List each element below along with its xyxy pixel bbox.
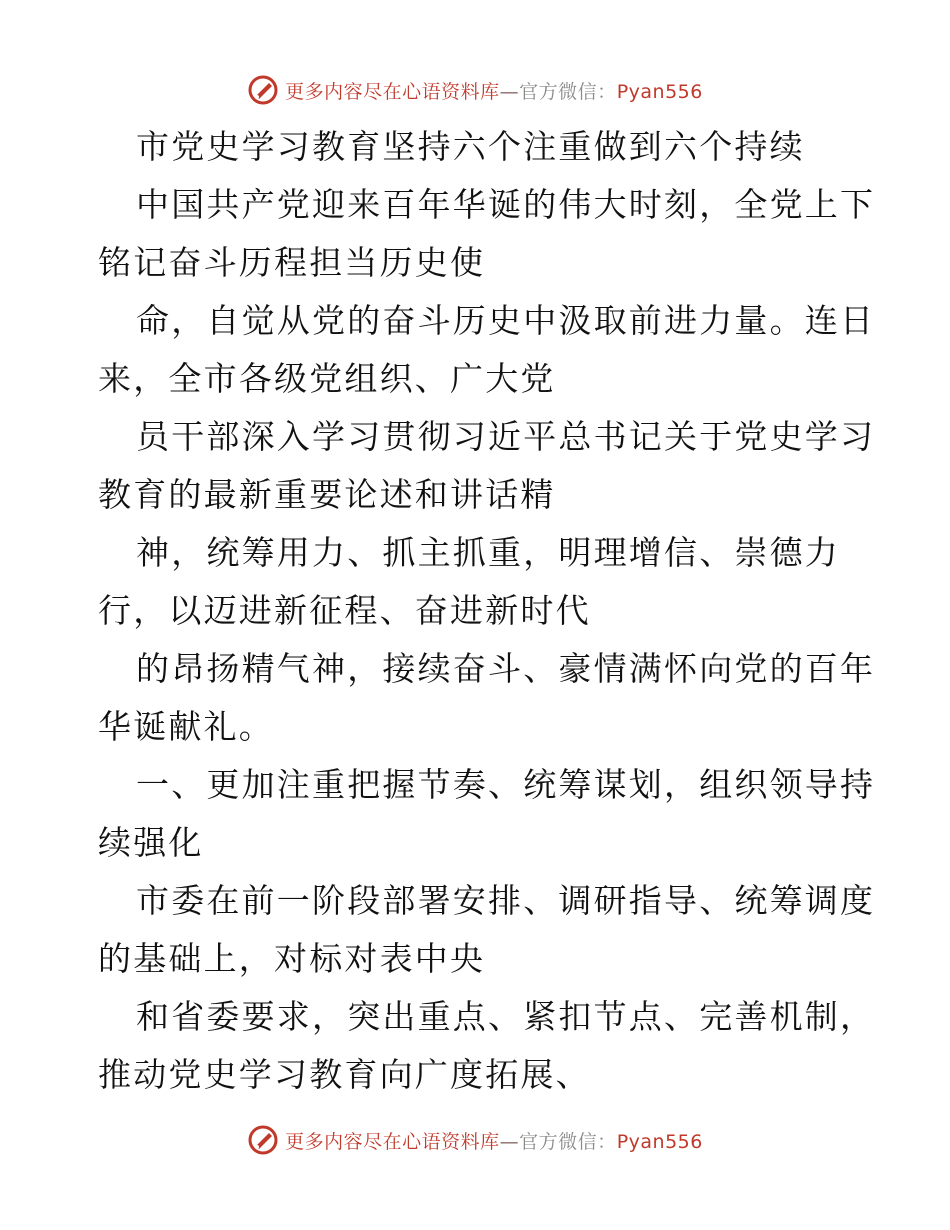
document-body [98, 118, 876, 1104]
watermark-separator: — [499, 1130, 520, 1153]
watermark-footer-inner [247, 1124, 703, 1156]
document-line: 行，以迈进新征程、奋进新时代 [98, 591, 591, 630]
document-line: 华诞献礼。 [98, 707, 274, 746]
watermark-header-inner [247, 74, 703, 106]
document-line: 市委在前一阶段部署安排、调研指导、统筹调度 [136, 881, 876, 920]
document-line: 市党史学习教育坚持六个注重做到六个持续 [136, 127, 805, 166]
document-line: 来，全市各级党组织、广大党 [98, 359, 556, 398]
watermark-wechat-label: 官方微信： [519, 80, 617, 103]
document-line: 一、更加注重把握节奏、统筹谋划，组织领导持 [136, 765, 876, 804]
watermark-brand: 更多内容尽在心语资料库 [285, 1130, 500, 1153]
watermark-text [285, 1127, 703, 1154]
watermark-brand: 更多内容尽在心语资料库 [285, 80, 500, 103]
brand-logo-icon [247, 1124, 279, 1156]
document-line: 和省委要求，突出重点、紧扣节点、完善机制， [136, 997, 876, 1036]
watermark-header [0, 70, 950, 110]
document-line: 员干部深入学习贯彻习近平总书记关于党史学习 [136, 417, 876, 456]
brand-logo-icon [247, 74, 279, 106]
document-line: 命，自觉从党的奋斗历史中汲取前进力量。连日 [136, 301, 876, 340]
document-line: 推动党史学习教育向广度拓展、 [98, 1055, 591, 1094]
document-line: 的昂扬精气神，接续奋斗、豪情满怀向党的百年 [136, 649, 876, 688]
document-line: 神，统筹用力、抓主抓重，明理增信、崇德力 [136, 533, 840, 572]
watermark-footer [0, 1120, 950, 1160]
watermark-text [285, 77, 703, 104]
watermark-wechat-label: 官方微信： [519, 1130, 617, 1153]
watermark-wechat-id: Pyan556 [616, 80, 703, 103]
document-line: 铭记奋斗历程担当历史使 [98, 243, 486, 282]
document-line: 中国共产党迎来百年华诞的伟大时刻，全党上下 [136, 185, 876, 224]
watermark-wechat-id: Pyan556 [616, 1130, 703, 1153]
document-line: 的基础上，对标对表中央 [98, 939, 486, 978]
document-line: 续强化 [98, 823, 204, 862]
watermark-separator: — [499, 80, 520, 103]
document-line: 教育的最新重要论述和讲话精 [98, 475, 556, 514]
